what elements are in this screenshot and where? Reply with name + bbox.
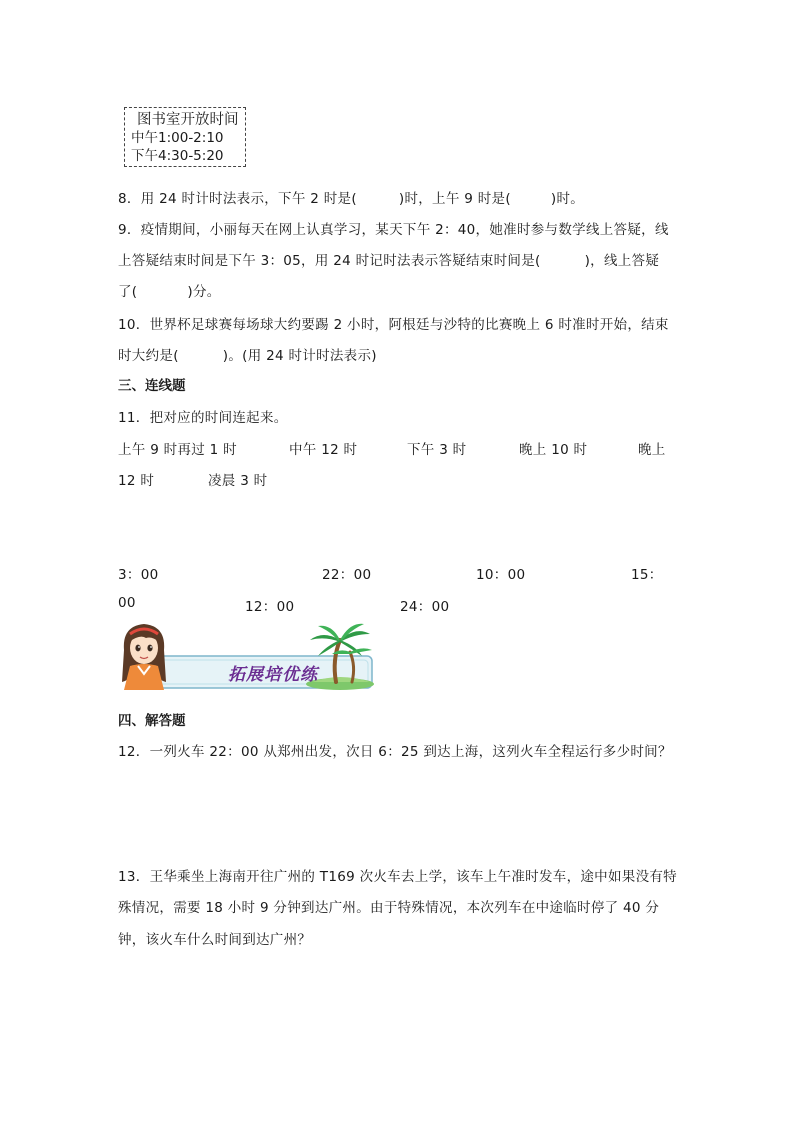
library-hours-noon: 中午1:00-2:10	[131, 130, 224, 146]
question-11-prompt: 11．把对应的时间连起来。	[118, 410, 288, 426]
match-top-item[interactable]: 12 时	[118, 473, 155, 489]
question-9-line-3	[118, 280, 221, 300]
question-13-line-2: 殊情况，需要 18 小时 9 分钟到达广州。由于特殊情况，本次列车在中途临时停了 40 分	[118, 900, 660, 916]
question-13-line-3: 钟，该火车什么时间到达广州？	[118, 932, 312, 948]
q9-line2-after: )，线上答疑	[584, 253, 660, 269]
match-bottom-item[interactable]: 24：00	[400, 599, 450, 615]
q8-text-before: 8．用 24 时计时法表示，下午 2 时是(	[118, 191, 357, 207]
match-top-item[interactable]: 中午 12 时	[289, 442, 358, 458]
match-bottom-item[interactable]: 10：00	[476, 567, 526, 583]
question-9-line-1: 9．疫情期间，小丽每天在网上认真学习，某天下午 2：40，她准时参与数学线上答疑，线	[118, 222, 669, 238]
library-hours-title: 图书室开放时间	[137, 112, 239, 128]
section-4-title: 四、解答题	[118, 713, 186, 729]
match-top-item[interactable]: 晚上	[638, 442, 666, 458]
q9-line2-before: 上答疑结束时间是下午 3：05，用 24 时记时法表示答疑结束时间是(	[118, 253, 541, 269]
q9-line3-after: )分。	[187, 284, 221, 300]
match-top-item[interactable]: 凌晨 3 时	[208, 473, 268, 489]
match-bottom-item[interactable]: 00	[118, 595, 136, 611]
library-hours-box	[124, 107, 246, 167]
library-hours-afternoon: 下午4:30-5:20	[131, 148, 224, 164]
q9-line3-before: 了(	[118, 284, 138, 300]
match-bottom-item[interactable]: 12：00	[245, 599, 295, 615]
question-10-line-1: 10．世界杯足球赛每场球大约要踢 2 小时，阿根廷与沙特的比赛晚上 6 时准时开始，结束	[118, 317, 669, 333]
question-8	[118, 187, 584, 207]
q10-line2-before: 时大约是(	[118, 348, 179, 364]
question-13-line-1: 13．王华乘坐上海南开往广州的 T169 次火车去上学，该车上午准时发车，途中如果没有特	[118, 869, 677, 885]
match-bottom-item[interactable]: 15：	[631, 567, 663, 583]
match-bottom-item[interactable]: 22：00	[322, 567, 372, 583]
question-9-line-2	[118, 249, 659, 269]
extension-practice-banner	[118, 620, 374, 692]
match-top-item[interactable]: 下午 3 时	[407, 442, 467, 458]
match-top-item[interactable]: 晚上 10 时	[519, 442, 588, 458]
question-10-line-2	[118, 344, 377, 364]
q8-text-after: )时。	[550, 191, 585, 207]
match-bottom-item[interactable]: 3：00	[118, 567, 159, 583]
q8-text-middle: )时，上午 9 时是(	[398, 191, 511, 207]
match-top-item[interactable]: 上午 9 时再过 1 时	[118, 442, 237, 458]
banner-title: 拓展培优练	[228, 665, 318, 685]
section-3-title: 三、连线题	[118, 378, 186, 394]
q10-line2-after: )。(用 24 时计时法表示)	[222, 348, 377, 364]
question-12: 12．一列火车 22：00 从郑州出发，次日 6：25 到达上海，这列火车全程运行多少时间？	[118, 744, 672, 760]
